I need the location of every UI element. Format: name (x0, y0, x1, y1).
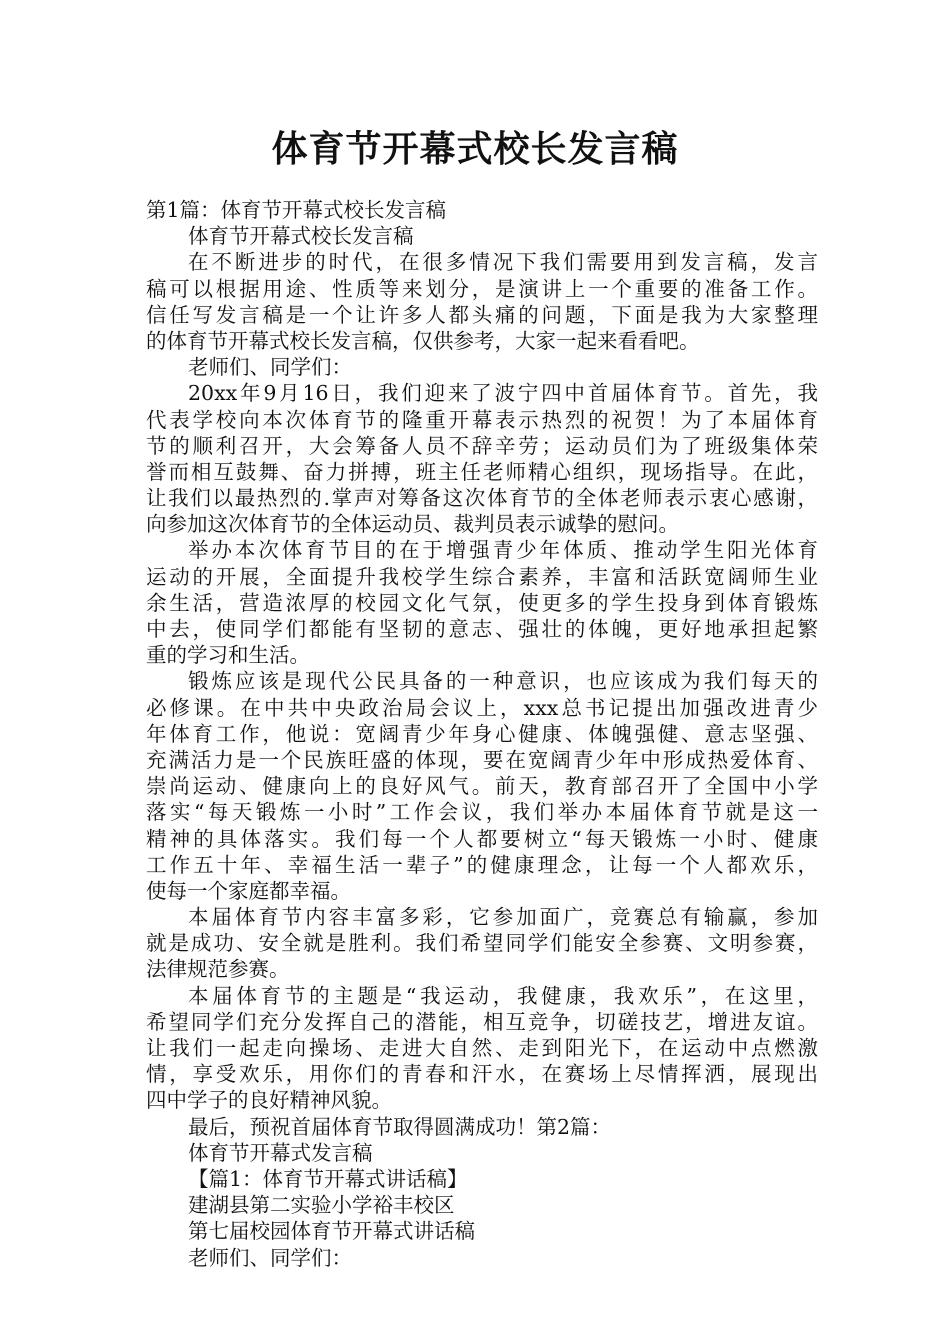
text-line: 在不断进步的时代，在很多情况下我们需要用到发言稿，发言 (188, 250, 818, 275)
school-name: 建湖县第二实验小学裕丰校区 (188, 1193, 455, 1218)
section-heading: 第1篇：体育节开幕式校长发言稿 (146, 198, 447, 222)
text-line: 信任写发言稿是一个让许多人都头痛的问题，下面是我为大家整理 (146, 302, 818, 327)
text-line: 运动的开展，全面提升我校学生综合素养，丰富和活跃宽阔师生业 (146, 564, 818, 589)
text-line: 落实“每天锻炼一小时”工作会议，我们举办本届体育节就是这一 (146, 800, 818, 825)
text-line: 向参加这次体育节的全体运动员、裁判员表示诚挚的慰问。 (146, 512, 679, 537)
section-subtitle: 体育节开幕式校长发言稿 (188, 224, 414, 249)
text-line: 节的顺利召开，大会筹备人员不辞辛劳；运动员们为了班级集体荣 (146, 433, 818, 458)
text-line: 使每一个家庭都幸福。 (146, 878, 351, 903)
text-line: 中去，使同学们都能有坚韧的意志、强壮的体魄，更好地承担起繁 (146, 617, 818, 641)
document-body (146, 197, 818, 1271)
text-line: 本届体育节的主题是“我运动，我健康，我欢乐”，在这里， (188, 983, 818, 1008)
section-subtitle: 体育节开幕式发言稿 (188, 1140, 373, 1165)
salutation: 老师们、同学们： (188, 1245, 352, 1270)
text-line: 重的学习和生活。 (146, 643, 310, 668)
text-line: 锻炼应该是现代公民具备的一种意识，也应该成为我们每天的 (188, 669, 818, 694)
salutation: 老师们、同学们： (188, 355, 352, 380)
text-line: 法律规范参赛。 (146, 957, 290, 982)
text-line: 充满活力是一个民族旺盛的体现，要在宽阔青少年中形成热爱体育、 (146, 747, 818, 772)
text-line: 希望同学们充分发挥自己的潜能，相互竞争，切磋技艺，增进友谊。 (146, 1009, 818, 1034)
document-title: 体育节开幕式校长发言稿 (271, 129, 679, 170)
text-line: 本届体育节内容丰富多彩，它参加面广，竞赛总有输赢，参加 (188, 905, 818, 930)
text-line: 让我们一起走向操场、走进大自然、走到阳光下，在运动中点燃激 (146, 1036, 818, 1060)
text-line: 誉而相互鼓舞、奋力拼搏，班主任老师精心组织，现场指导。在此， (146, 459, 818, 484)
text-line: 精神的具体落实。我们每一个人都要树立“每天锻炼一小时、健康 (146, 826, 818, 851)
text-line: 让我们以最热烈的.掌声对筹备这次体育节的全体老师表示衷心感谢， (146, 486, 818, 511)
text-line: 年体育工作，他说：宽阔青少年身心健康、体魄强健、意志坚强、 (146, 721, 818, 746)
text-line: 崇尚运动、健康向上的良好风气。前天，教育部召开了全国中小学 (146, 774, 818, 799)
text-line: 工作五十年、幸福生活一辈子”的健康理念，让每一个人都欢乐， (146, 852, 818, 877)
text-line: 必修课。在中共中央政治局会议上，xxx总书记提出加强改进青少 (146, 695, 818, 720)
text-line: 情，享受欢乐，用你们的青春和汗水，在赛场上尽情挥洒，展现出 (146, 1062, 818, 1087)
text-line: 的体育节开幕式校长发言稿，仅供参考，大家一起来看看吧。 (146, 328, 700, 353)
text-line: 最后，预祝首届体育节取得圆满成功！第2篇： (188, 1114, 612, 1139)
text-line: 就是成功、安全就是胜利。我们希望同学们能安全参赛、文明参赛， (146, 931, 818, 956)
text-line: 余生活，营造浓厚的校园文化气氛，使更多的学生投身到体育锻炼 (146, 590, 818, 615)
speech-title: 第七届校园体育节开幕式讲话稿 (188, 1219, 475, 1244)
text-line: 举办本次体育节目的在于增强青少年体质、推动学生阳光体育 (188, 538, 818, 563)
text-line: 四中学子的良好精神风貌。 (146, 1088, 392, 1113)
text-line: 稿可以根据用途、性质等来划分，是演讲上一个重要的准备工作。 (146, 276, 818, 301)
text-line: 20xx年9月16日，我们迎来了波宁四中首届体育节。首先，我 (188, 381, 818, 406)
text-line: 代表学校向本次体育节的隆重开幕表示热烈的祝贺！为了本届体育 (146, 407, 818, 432)
section-subtitle: 【篇1：体育节开幕式讲话稿】 (188, 1166, 468, 1191)
